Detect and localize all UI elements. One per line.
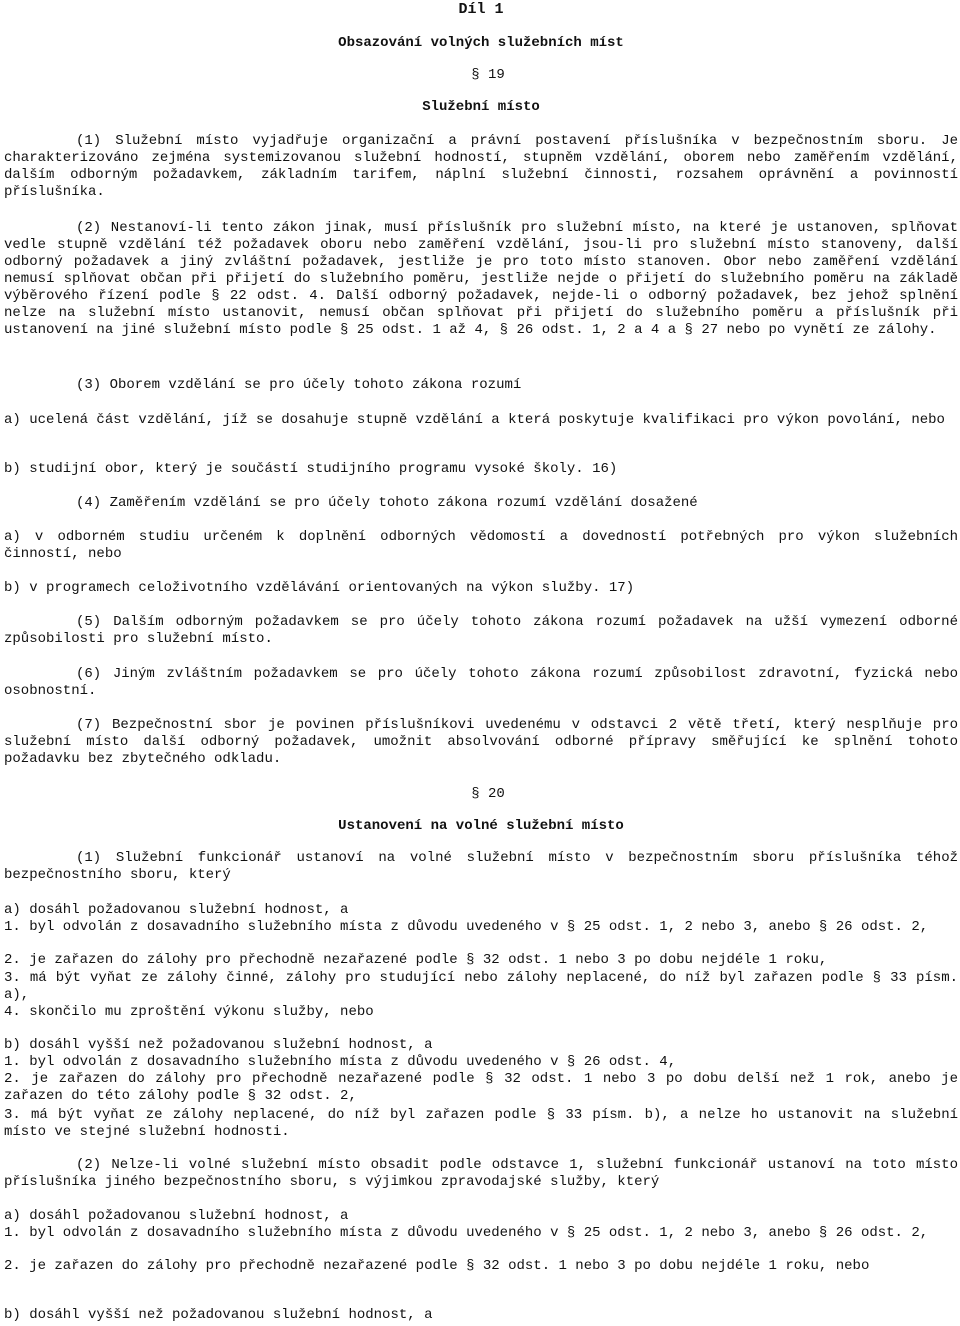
s20-paragraph-1b-1: 1. byl odvolán z dosavadního služebního místa z důvodu uvedeného v § 26 odst. 4, (4, 1054, 677, 1070)
s20-paragraph-2b: b) dosáhl vyšší než požadovanou služební hodnost, a (4, 1307, 433, 1323)
s20-paragraph-1b: b) dosáhl vyšší než požadovanou služební hodnost, a (4, 1037, 433, 1053)
s20-paragraph-1b-3: 3. má být vyňat ze zálohy neplacené, do níž byl zařazen podle § 33 písm. b), a nelze ho ustanovit na služební místo ve stejné služební hodnosti. (4, 1107, 958, 1140)
s20-paragraph-1b-2: 2. je zařazen do zálohy pro přechodně nezařazené podle § 32 odst. 1 nebo 3 po dobu delší než 1 rok, anebo je zařazen do této zálohy podle § 32 odst. 2, (4, 1071, 958, 1104)
s19-paragraph-6: (6) Jiným zvláštním požadavkem se pro účely tohoto zákona rozumí způsobilost zdravotní, fyzická nebo osobnostní. (4, 666, 958, 699)
s19-paragraph-7: (7) Bezpečnostní sbor je povinen příslušníkovi uvedenému v odstavci 2 větě třetí, který nesplňuje pro služební místo další odborný požadavek, umožnit absolvování odborné přípravy směřující ke splnění tohoto požadavku bez zbytečného odkladu. (4, 717, 958, 767)
section-19-heading: Služební místo (422, 99, 540, 115)
section-20-number: § 20 (471, 786, 505, 802)
s20-paragraph-2a-1: 1. byl odvolán z dosavadního služebního místa z důvodu uvedeného v § 25 odst. 1, 2 nebo 3, anebo § 26 odst. 2, (4, 1225, 929, 1241)
s19-paragraph-3: (3) Oborem vzdělání se pro účely tohoto zákona rozumí (76, 377, 522, 393)
s19-paragraph-1: (1) Služební místo vyjadřuje organizační a právní postavení příslušníka v bezpečnostním sboru. Je charakterizováno zejména systemizovanou služební hodností, stupněm vzdělání, oborem nebo zaměřením vzdělání, dalším odborným požadavkem, základním tarifem, náplní služební činnosti, rozsahem oprávnění a povinností příslušníka. (4, 133, 958, 200)
s20-paragraph-1a-1: 1. byl odvolán z dosavadního služebního místa z důvodu uvedeného v § 25 odst. 1, 2 nebo 3, anebo § 26 odst. 2, (4, 919, 929, 935)
part-title: Díl 1 (458, 1, 504, 18)
s20-paragraph-2a-2: 2. je zařazen do zálohy pro přechodně nezařazené podle § 32 odst. 1 nebo 3 po dobu nejdéle 1 roku, nebo (4, 1258, 870, 1274)
s20-paragraph-1a-2: 2. je zařazen do zálohy pro přechodně nezařazené podle § 32 odst. 1 nebo 3 po dobu nejdéle 1 roku, (4, 952, 828, 968)
s20-paragraph-2: (2) Nelze-li volné služební místo obsadit podle odstavce 1, služební funkcionář ustanoví na toto místo příslušníka jiného bezpečnostního sboru, s výjimkou zpravodajské služby, který (4, 1157, 958, 1190)
section-19-number: § 19 (471, 67, 505, 83)
part-subtitle: Obsazování volných služebních míst (338, 35, 624, 51)
s20-paragraph-1: (1) Služební funkcionář ustanoví na volné služební místo v bezpečnostním sboru příslušníka téhož bezpečnostního sboru, který (4, 850, 958, 883)
s20-paragraph-1a: a) dosáhl požadovanou služební hodnost, a (4, 902, 349, 918)
section-20-heading: Ustanovení na volné služební místo (338, 818, 624, 834)
s19-paragraph-4b: b) v programech celoživotního vzdělávání orientovaných na výkon služby. 17) (4, 580, 635, 596)
s19-paragraph-2: (2) Nestanoví-li tento zákon jinak, musí příslušník pro služební místo, na které je ustanoven, splňovat vedle stupně vzdělání též požadavek oboru nebo zaměření vzdělání, jsou-li pro služební místo stanoveny, další odborný požadavek a jiný zvláštní požadavek, jestliže je pro toto místo stanoven. Obor nebo zaměření vzdělání nemusí splňovat občan při přijetí do služebního poměru, jestliže nejde o přijetí do služebního poměru na základě výběrového řízení podle § 22 odst. 4. Další odborný požadavek, nejde-li o odborný požadavek, bez jehož splnění nelze na služební místo ustanovit, nemusí občan splňovat při přijetí do služebního poměru a příslušník při ustanovení na jiné služební místo podle § 25 odst. 1 až 4, § 26 odst. 1, 2 a 4 a § 27 nebo po vynětí ze zálohy. (4, 220, 958, 338)
s19-paragraph-5: (5) Dalším odborným požadavkem se pro účely tohoto zákona rozumí požadavek na užší vymezení odborné způsobilosti pro služební místo. (4, 614, 958, 647)
s19-paragraph-4: (4) Zaměřením vzdělání se pro účely tohoto zákona rozumí vzdělání dosažené (76, 495, 698, 511)
s20-paragraph-1a-4: 4. skončilo mu zproštění výkonu služby, nebo (4, 1004, 374, 1020)
s19-paragraph-3b: b) studijní obor, který je součástí studijního programu vysoké školy. 16) (4, 461, 618, 477)
s20-paragraph-2a: a) dosáhl požadovanou služební hodnost, a (4, 1208, 349, 1224)
s19-paragraph-3a: a) ucelená část vzdělání, jíž se dosahuje stupně vzdělání a která poskytuje kvalifikaci pro výkon povolání, nebo (4, 412, 945, 428)
s19-paragraph-4a: a) v odborném studiu určeném k doplnění odborných vědomostí a dovedností potřebných pro výkon služebních činností, nebo (4, 529, 958, 562)
s20-paragraph-1a-3: 3. má být vyňat ze zálohy činné, zálohy pro studující nebo zálohy neplacené, do níž byl zařazen podle § 33 písm. a), (4, 970, 958, 1003)
